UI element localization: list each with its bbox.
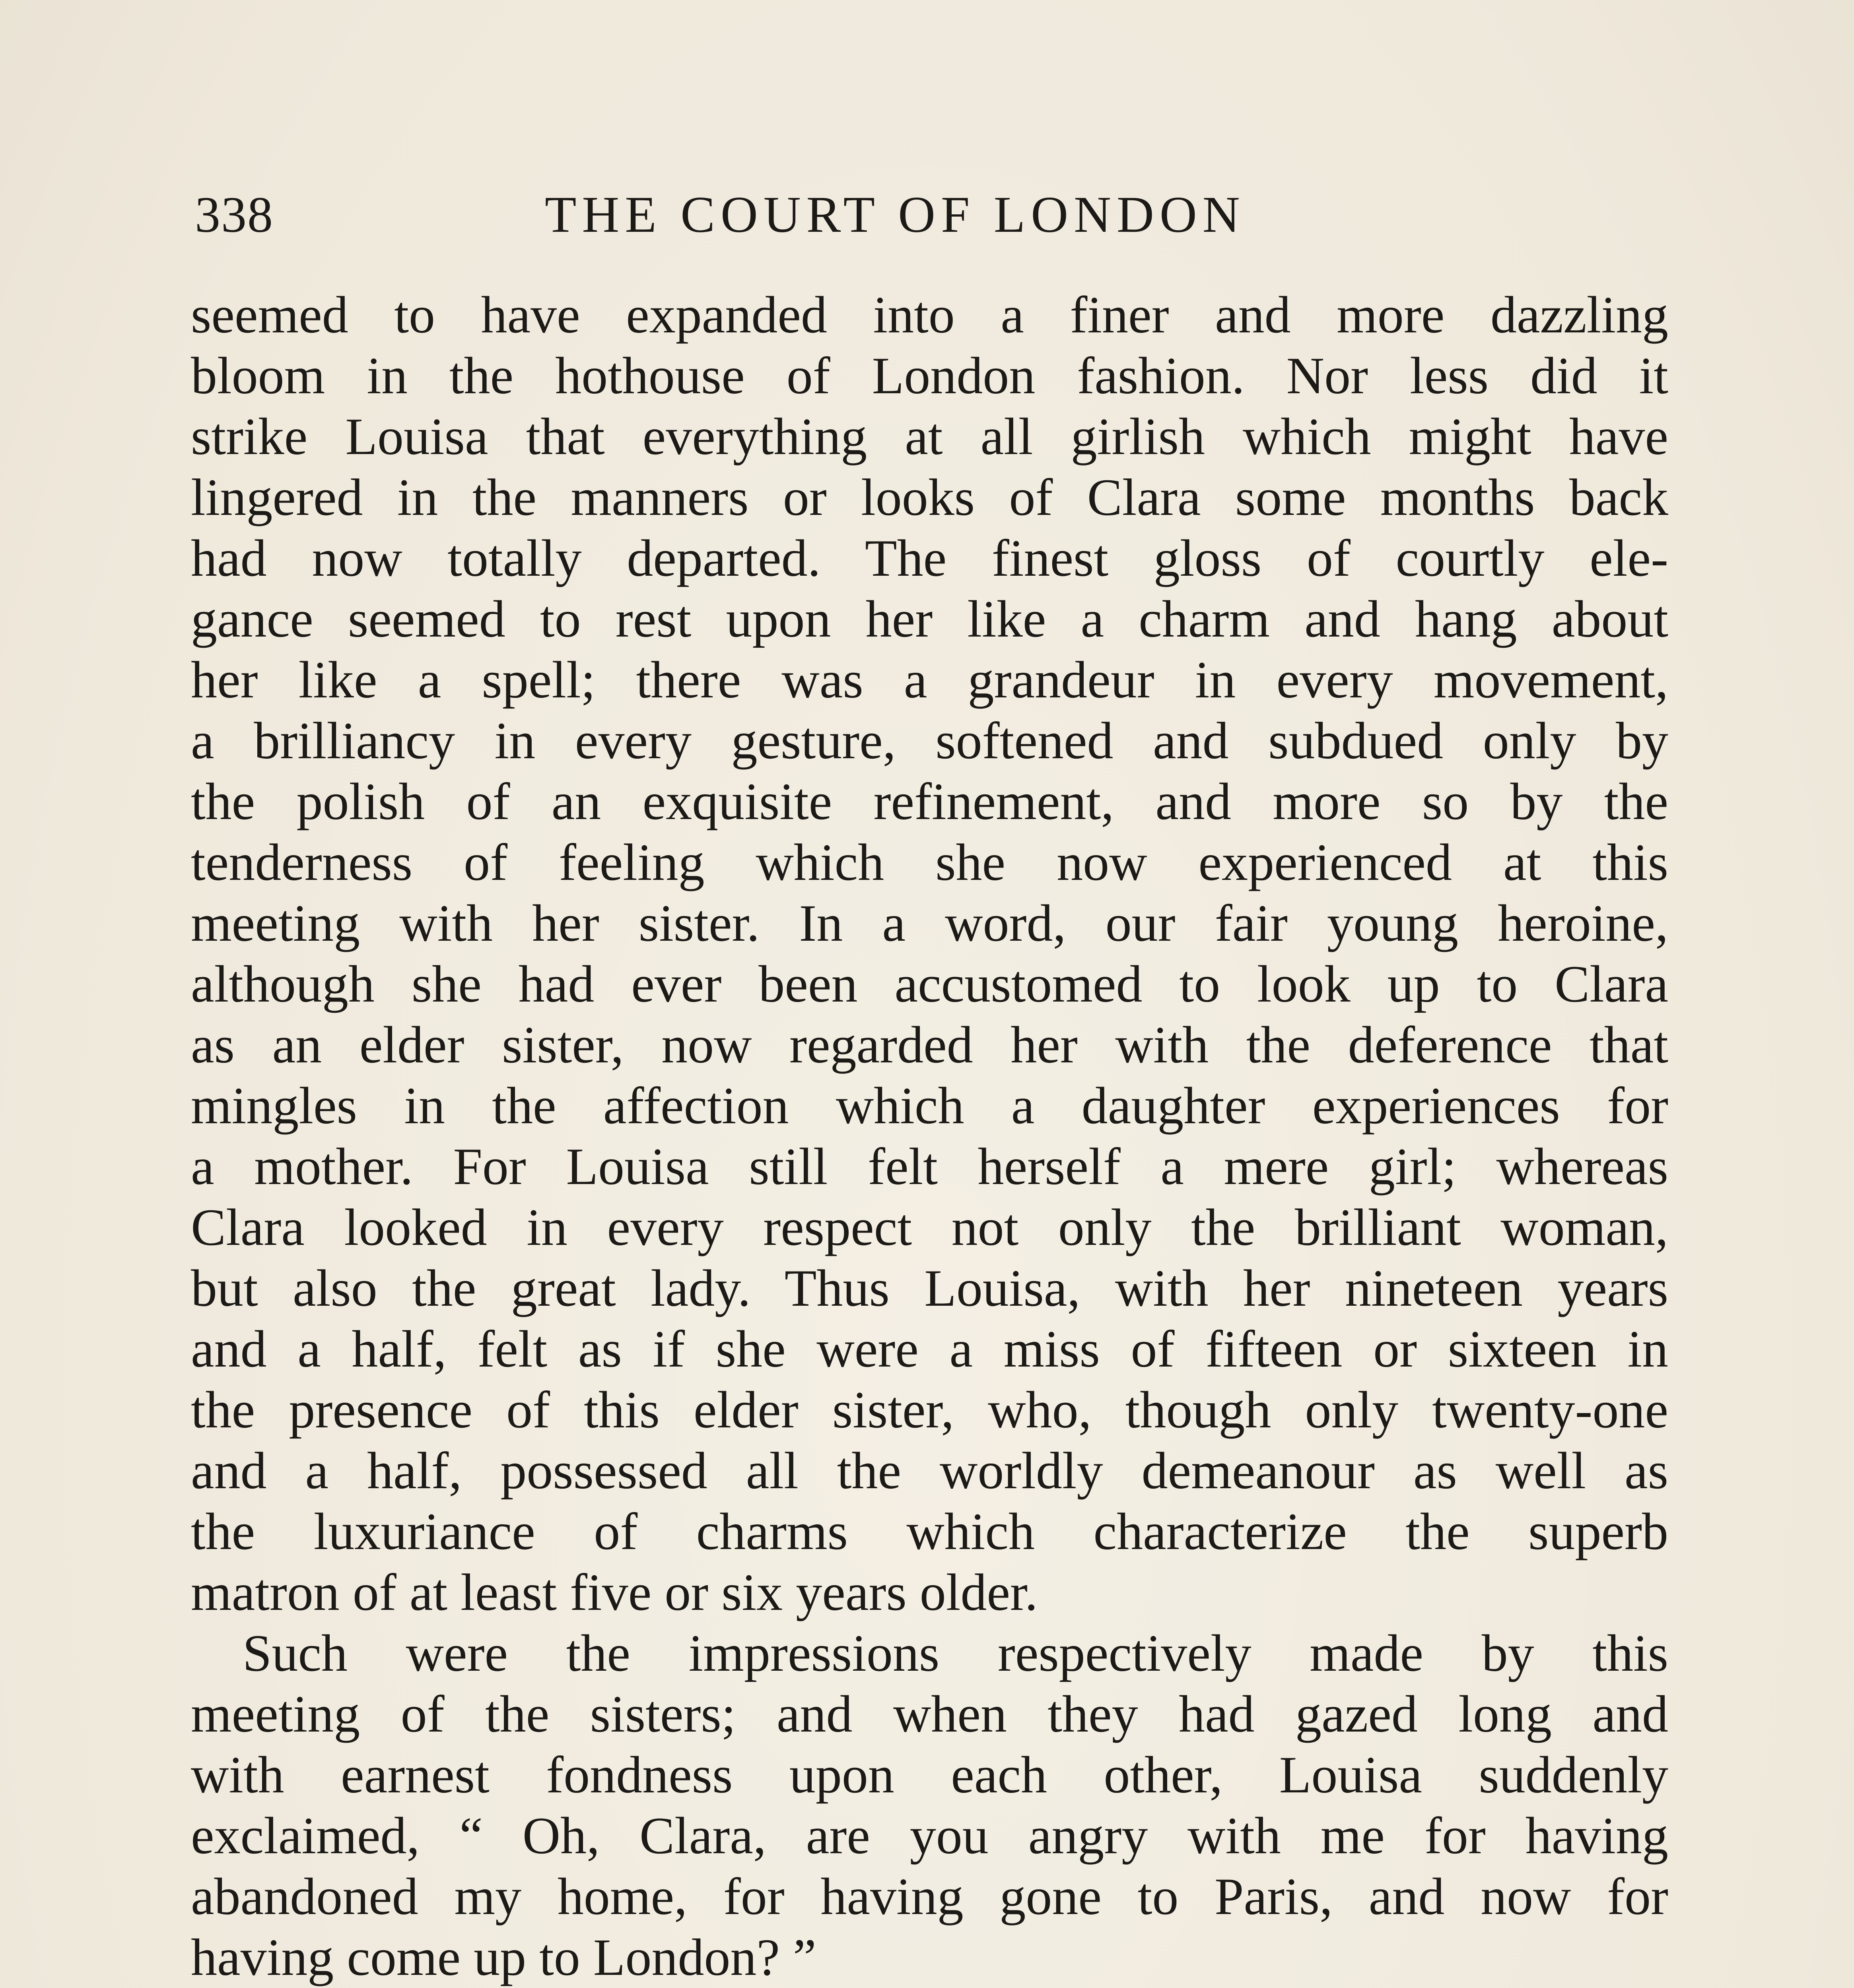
text-line: with earnest fondness upon each other, Louisa suddenly bbox=[191, 1745, 1668, 1804]
text-line: meeting with her sister. In a word, our fair young heroine, bbox=[191, 894, 1668, 952]
page-header bbox=[195, 181, 1666, 248]
text-line: Clara looked in every respect not only the brilliant woman, bbox=[191, 1198, 1668, 1256]
text-line: strike Louisa that everything at all girlish which might have bbox=[191, 407, 1668, 466]
text-line: abandoned my home, for having gone to Paris, and now for bbox=[191, 1867, 1668, 1926]
text-line: but also the great lady. Thus Louisa, with her nineteen years bbox=[191, 1259, 1668, 1317]
text-line: the presence of this elder sister, who, though only twenty-one bbox=[191, 1380, 1668, 1439]
text-line: a mother. For Louisa still felt herself a mere girl; whereas bbox=[191, 1137, 1668, 1196]
text-line: bloom in the hothouse of London fashion. Nor less did it bbox=[191, 346, 1668, 405]
text-line: the luxuriance of charms which characterize the superb bbox=[191, 1502, 1668, 1561]
text-line: had now totally departed. The finest gloss of courtly ele- bbox=[191, 529, 1668, 587]
text-line: gance seemed to rest upon her like a charm and hang about bbox=[191, 590, 1668, 648]
text-line: mingles in the affection which a daughter experiences for bbox=[191, 1076, 1668, 1135]
text-line: Such were the impressions respectively made by this bbox=[243, 1624, 1668, 1682]
page-number: 338 bbox=[195, 186, 274, 243]
text-line: as an elder sister, now regarded her with the deference that bbox=[191, 1015, 1668, 1074]
text-line: the polish of an exquisite refinement, and more so by the bbox=[191, 772, 1668, 831]
text-line: seemed to have expanded into a finer and more dazzling bbox=[191, 285, 1668, 344]
body-text bbox=[191, 284, 1668, 1988]
text-line: although she had ever been accustomed to look up to Clara bbox=[191, 955, 1668, 1013]
text-line: her like a spell; there was a grandeur in every movement, bbox=[191, 650, 1668, 709]
text-line: lingered in the manners or looks of Clara some months back bbox=[191, 468, 1668, 526]
text-line: meeting of the sisters; and when they had gazed long and bbox=[191, 1685, 1668, 1743]
text-line: and a half, felt as if she were a miss of fifteen or sixteen in bbox=[191, 1320, 1668, 1378]
text-line: exclaimed, “ Oh, Clara, are you angry with me for having bbox=[191, 1806, 1668, 1865]
text-line: and a half, possessed all the worldly demeanour as well as bbox=[191, 1441, 1668, 1500]
running-head: THE COURT OF LONDON bbox=[545, 186, 1246, 243]
text-line: tenderness of feeling which she now experienced at this bbox=[191, 833, 1668, 891]
text-line: matron of at least five or six years older. bbox=[191, 1563, 1038, 1621]
text-line: having come up to London? ” bbox=[191, 1928, 816, 1986]
text-line: a brilliancy in every gesture, softened and subdued only by bbox=[191, 711, 1668, 770]
